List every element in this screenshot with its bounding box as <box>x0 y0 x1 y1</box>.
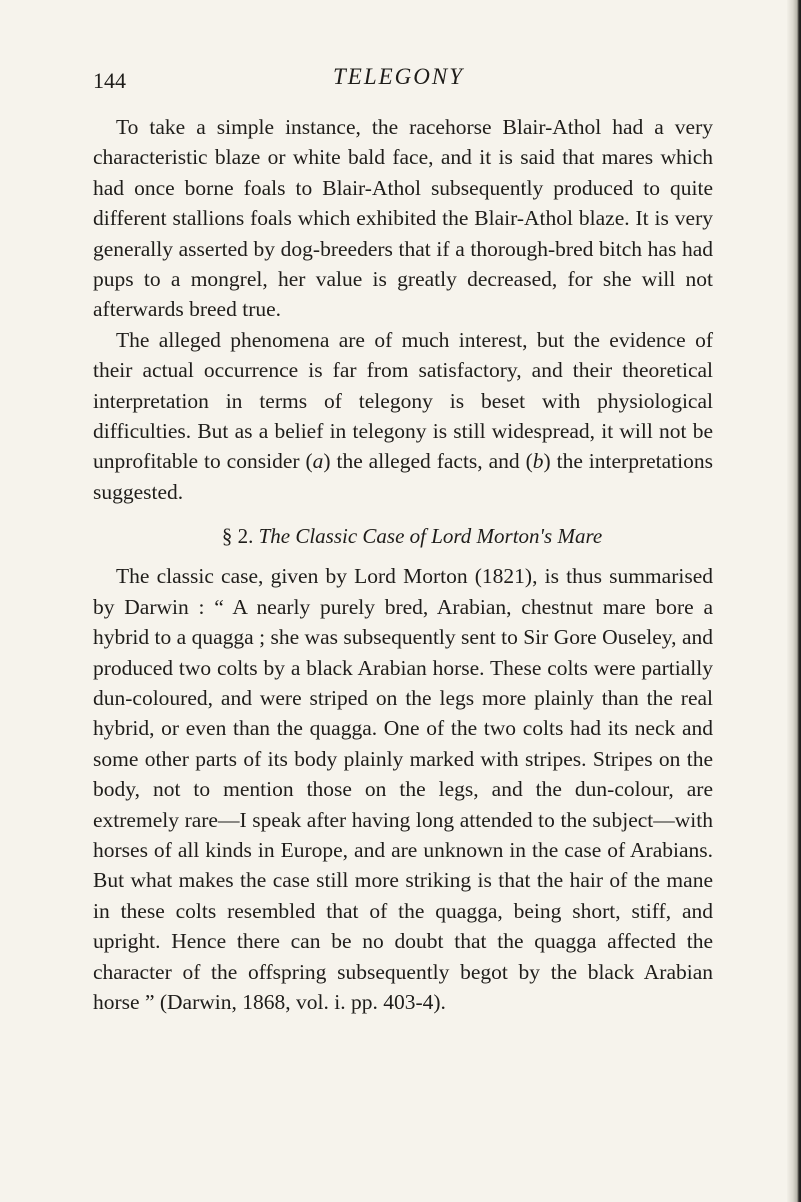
paragraph-alleged-phenomena <box>93 325 713 507</box>
section-title: The Classic Case of Lord Morton's Mare <box>258 524 603 549</box>
section-heading <box>93 521 713 551</box>
body-text <box>93 112 713 1017</box>
list-letter-a: a <box>312 449 324 474</box>
list-letter-b: b <box>532 449 544 474</box>
paragraph-text-part: ) the alleged facts, and ( <box>323 449 533 474</box>
page-number: 144 <box>93 68 126 93</box>
page-header <box>93 60 713 100</box>
paragraph-classic-case: The classic case, given by Lord Morton (1821), is thus summarised by Darwin : “ A nearly purely bred, Arabian, chestnut mare bore a hybrid to a quagga ; she was subsequently sent to Sir Gore Ouseley, and produced two colts by a black Arabian horse. These colts were partially dun-coloured, and were striped on the legs more plainly than the real hybrid, or even than the quagga. One of the two colts had its neck and some other parts of its body plainly marked with stripes. Stripes on the body, not to mention those on the legs, and the dun-colour, are extremely rare—I speak after having long attended to the subject—with horses of all kinds in Europe, and are unknown in the case of Arabians. But what makes the case still more striking is that the hair of the mane in these colts resembled that of the quagga, being short, stiff, and upright. Hence there can be no doubt that the quagga affected the character of the offspring subsequently begot by the black Arabian horse ” (Darwin, 1868, vol. i. pp. 403-4). <box>93 564 713 1014</box>
paragraph-blair-athol: To take a simple instance, the racehorse Blair-Athol had a very characteristic blaze or white bald face, and it is said that mares which had once borne foals to Blair-Athol subsequently produced to quite different stallions foals which exhibited the Blair-Athol blaze. It is very generally asserted by dog-breeders that if a thorough-bred bitch has had pups to a mongrel, her value is greatly decreased, for she will not afterwards breed true. <box>93 115 713 322</box>
running-head: TELEGONY <box>333 64 465 89</box>
paragraph-text-part: ) the interpretations suggested. <box>93 449 713 504</box>
section-number: § 2. <box>221 524 259 549</box>
paragraph-text-part: The alleged phenomena are of much interest, but the evidence of their actual occurrence is far from satisfactory, and their theoretical interpretation in terms of telegony is beset with physiological difficulties. But as a belief in telegony is still widespread, it will not be unprofitable to consider ( <box>93 327 713 474</box>
page-edge-shadow <box>787 0 801 1202</box>
